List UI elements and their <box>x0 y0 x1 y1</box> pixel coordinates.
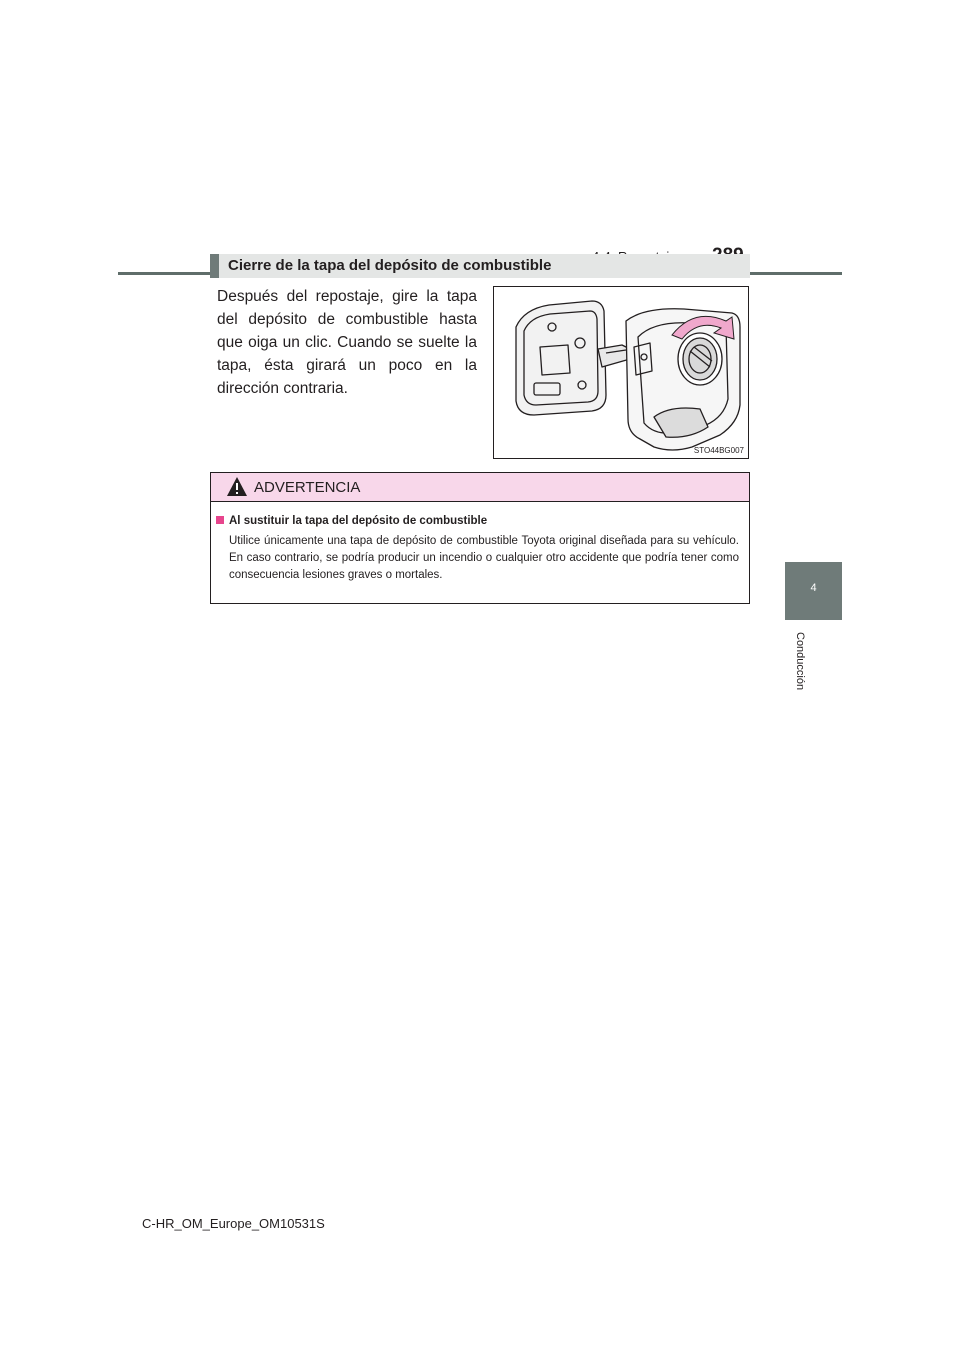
section-heading-text: Cierre de la tapa del depósito de combustible <box>228 257 552 274</box>
figure-code: STO44BG007 <box>693 446 744 455</box>
warning-item-title <box>216 515 487 527</box>
warning-box <box>210 472 750 604</box>
fuel-cap-illustration <box>493 286 749 459</box>
chapter-title-text: Conducción <box>794 632 806 691</box>
body-paragraph: Después del repostaje, gire la tapa del depósito de combustible hasta que oiga un clic. Cuando se suelte la tapa, ésta girará un poco en la dirección contraria. <box>217 288 477 397</box>
warning-item-text: Utilice únicamente una tapa de depósito de combustible Toyota original diseñada para su vehículo. En caso contrario, se podría producir un incendio o cualquier otro accidente que podría tener como consecuencia lesiones graves o mortales. <box>229 535 739 581</box>
footer-document-code: C-HR_OM_Europe_OM10531S <box>142 1216 325 1231</box>
bullet-square-icon <box>216 516 224 524</box>
section-heading <box>210 254 750 278</box>
chapter-number: 4 <box>810 582 817 594</box>
chapter-tab <box>785 562 842 620</box>
fuel-door-drawing <box>494 287 749 459</box>
chapter-title <box>776 632 816 702</box>
warning-header <box>211 473 749 502</box>
warning-item-title-text: Al sustituir la tapa del depósito de combustible <box>229 515 488 527</box>
warning-title: ADVERTENCIA <box>254 479 361 496</box>
warning-triangle-icon <box>226 476 248 497</box>
